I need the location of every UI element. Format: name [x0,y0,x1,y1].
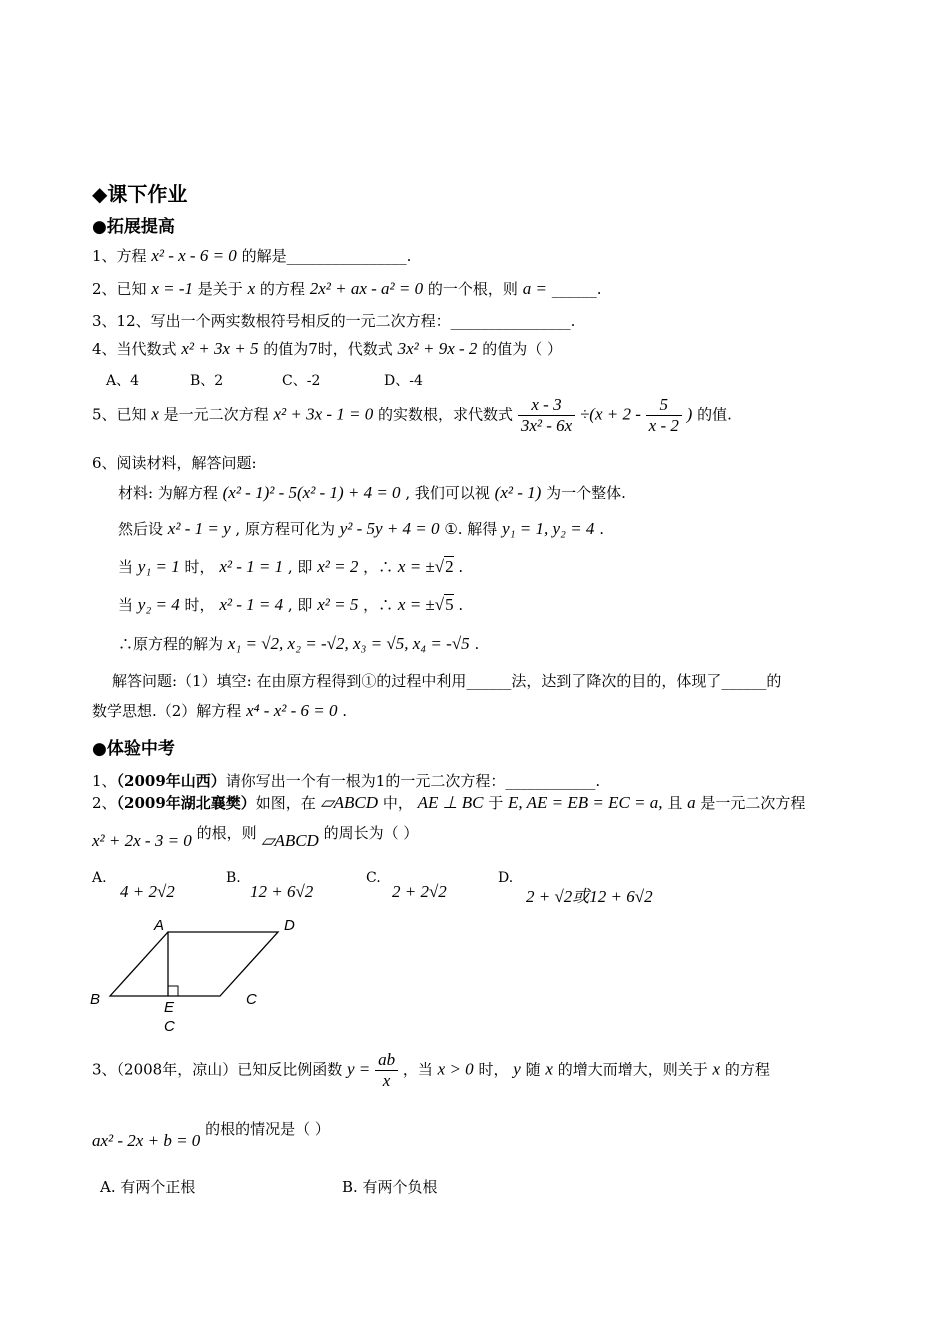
equation: 3x² + 9x - 2 [397,339,478,358]
answer-line-2: 数学思想.（2）解方程 x⁴ - x² - 6 = 0 . [92,701,348,720]
option-c-value: 2 + 2√2 [392,882,447,901]
equation: x² + 3x - 1 = 0 [273,404,374,424]
option-b: B、2 [190,373,224,389]
equation: x = -1 [151,279,194,298]
variable: x [151,404,159,424]
option-c: C、-2 [282,373,321,389]
option-a: A. 有两个正根 [100,1178,196,1196]
question-6: 6、阅读材料，解答问题: [92,454,257,472]
equation: 2x² + ax - a² = 0 [309,279,424,298]
option-a: A、4 [106,373,140,389]
parallelogram-shape [110,932,278,996]
variable: x [247,279,256,298]
exam-question-3: 3、（2008年，凉山）已知反比例函数 y = $\frac{ab}{x}$ ，当 x > 0 时， y 随 x 的增大而增大，则关于 x 的方程 [92,1050,770,1090]
source-tag: （2009年山西） [116,772,226,790]
option-a-value: 4 + 2√2 [120,882,175,901]
option-d: D、-4 [384,373,423,389]
variable: a = [522,279,547,298]
option-b: B. 有两个负根 [342,1178,438,1196]
source-tag: （2009年湖北襄樊） [116,794,256,812]
main-heading: ◆课下作业 [92,182,188,206]
question-5: 5、已知 x 是一元二次方程 x² + 3x - 1 = 0 的实数根，求代数式 $\frac{x - 3}{\text{3x² - 6x}}$ ÷(x + 2 - $\frac{5}{x - 2}$ ) 的值. [92,395,732,435]
exam-question-1: 1、（2009年山西）请你写出一个有一根为1的一元二次方程：____________. [92,772,601,790]
exam-question-2: 2、（2009年湖北襄樊）如图，在 ▱ABCD 中， AE ⊥ BC 于 E, AE = EB = EC = a, 且 a 是一元二次方程 [92,793,806,812]
fraction: $\frac{x - 3}{\text{3x² - 6x}}$ [518,395,575,436]
section-heading-exam: ●体验中考 [92,739,175,759]
material-line-1: 材料: 为解方程 (x² - 1)² - 5(x² - 1) + 4 = 0 , 我们可以视 (x² - 1) 为一个整体. [118,483,626,502]
question-3: 3、12、写出一个两实数根符号相反的一元二次方程：________________. [92,312,576,330]
exam-question-3-line-2: ax² - 2x + b = 0 的根的情况是（ ） [92,1120,330,1150]
option-b-label: B. [226,870,241,886]
section-heading-extension: ●拓展提高 [92,217,175,237]
vertex-label-a: A [154,917,165,934]
equation: x² + 3x + 5 [181,339,259,358]
option-d-value: 2 + √2或12 + 6√2 [526,887,653,906]
parallelogram-figure [80,910,320,1040]
fraction: $\frac{5}{x - 2}$ [646,395,682,436]
option-a-label: A. [92,870,107,886]
point-label-c-lower: C [164,1018,175,1035]
question-4: 4、当代数式 x² + 3x + 5 的值为7时，代数式 3x² + 9x - 2 的值为（ ） [92,339,562,358]
answer-line-1: 解答问题:（1）填空: 在由原方程得到①的过程中利用______法，达到了降次的目的，体现了______的 [112,672,782,690]
right-angle-mark [168,986,178,996]
option-c-label: C. [366,870,381,886]
vertex-label-b: B [90,991,101,1008]
option-d-label: D. [498,870,514,886]
option-b-value: 12 + 6√2 [250,882,314,901]
material-line-2: 然后设 x² - 1 = y , 原方程可化为 y² - 5y + 4 = 0 ①. 解得 y₁ = 1, y₂ = 4 . [118,519,604,538]
material-line-4: 当 y₂ = 4 时， x² - 1 = 4 , 即 x² = 5 ，∴ x = ±√5 . [118,595,464,614]
equation: x² - x - 6 = 0 [151,246,237,265]
point-label-e: E [164,999,175,1016]
material-line-5: ∴原方程的解为 x₁ = √2, x₂ = -√2, x₃ = √5, x₄ = -√5 . [118,634,480,653]
vertex-label-d: D [284,917,295,934]
fraction: $\frac{ab}{x}$ [375,1050,398,1091]
question-1: 1、方程 x² - x - 6 = 0 的解是________________. [92,246,412,265]
question-2: 2、已知 x = -1 是关于 x 的方程 2x² + ax - a² = 0 的一个根，则 a = ______. [92,279,602,298]
vertex-label-c: C [246,991,257,1008]
exam-question-2-line-2: x² + 2x - 3 = 0 的根，则 ▱ABCD 的周长为（ ） [92,824,419,850]
material-line-3: 当 y₁ = 1 时， x² - 1 = 1 , 即 x² = 2 ，∴ x = ±√2 . [118,557,464,576]
